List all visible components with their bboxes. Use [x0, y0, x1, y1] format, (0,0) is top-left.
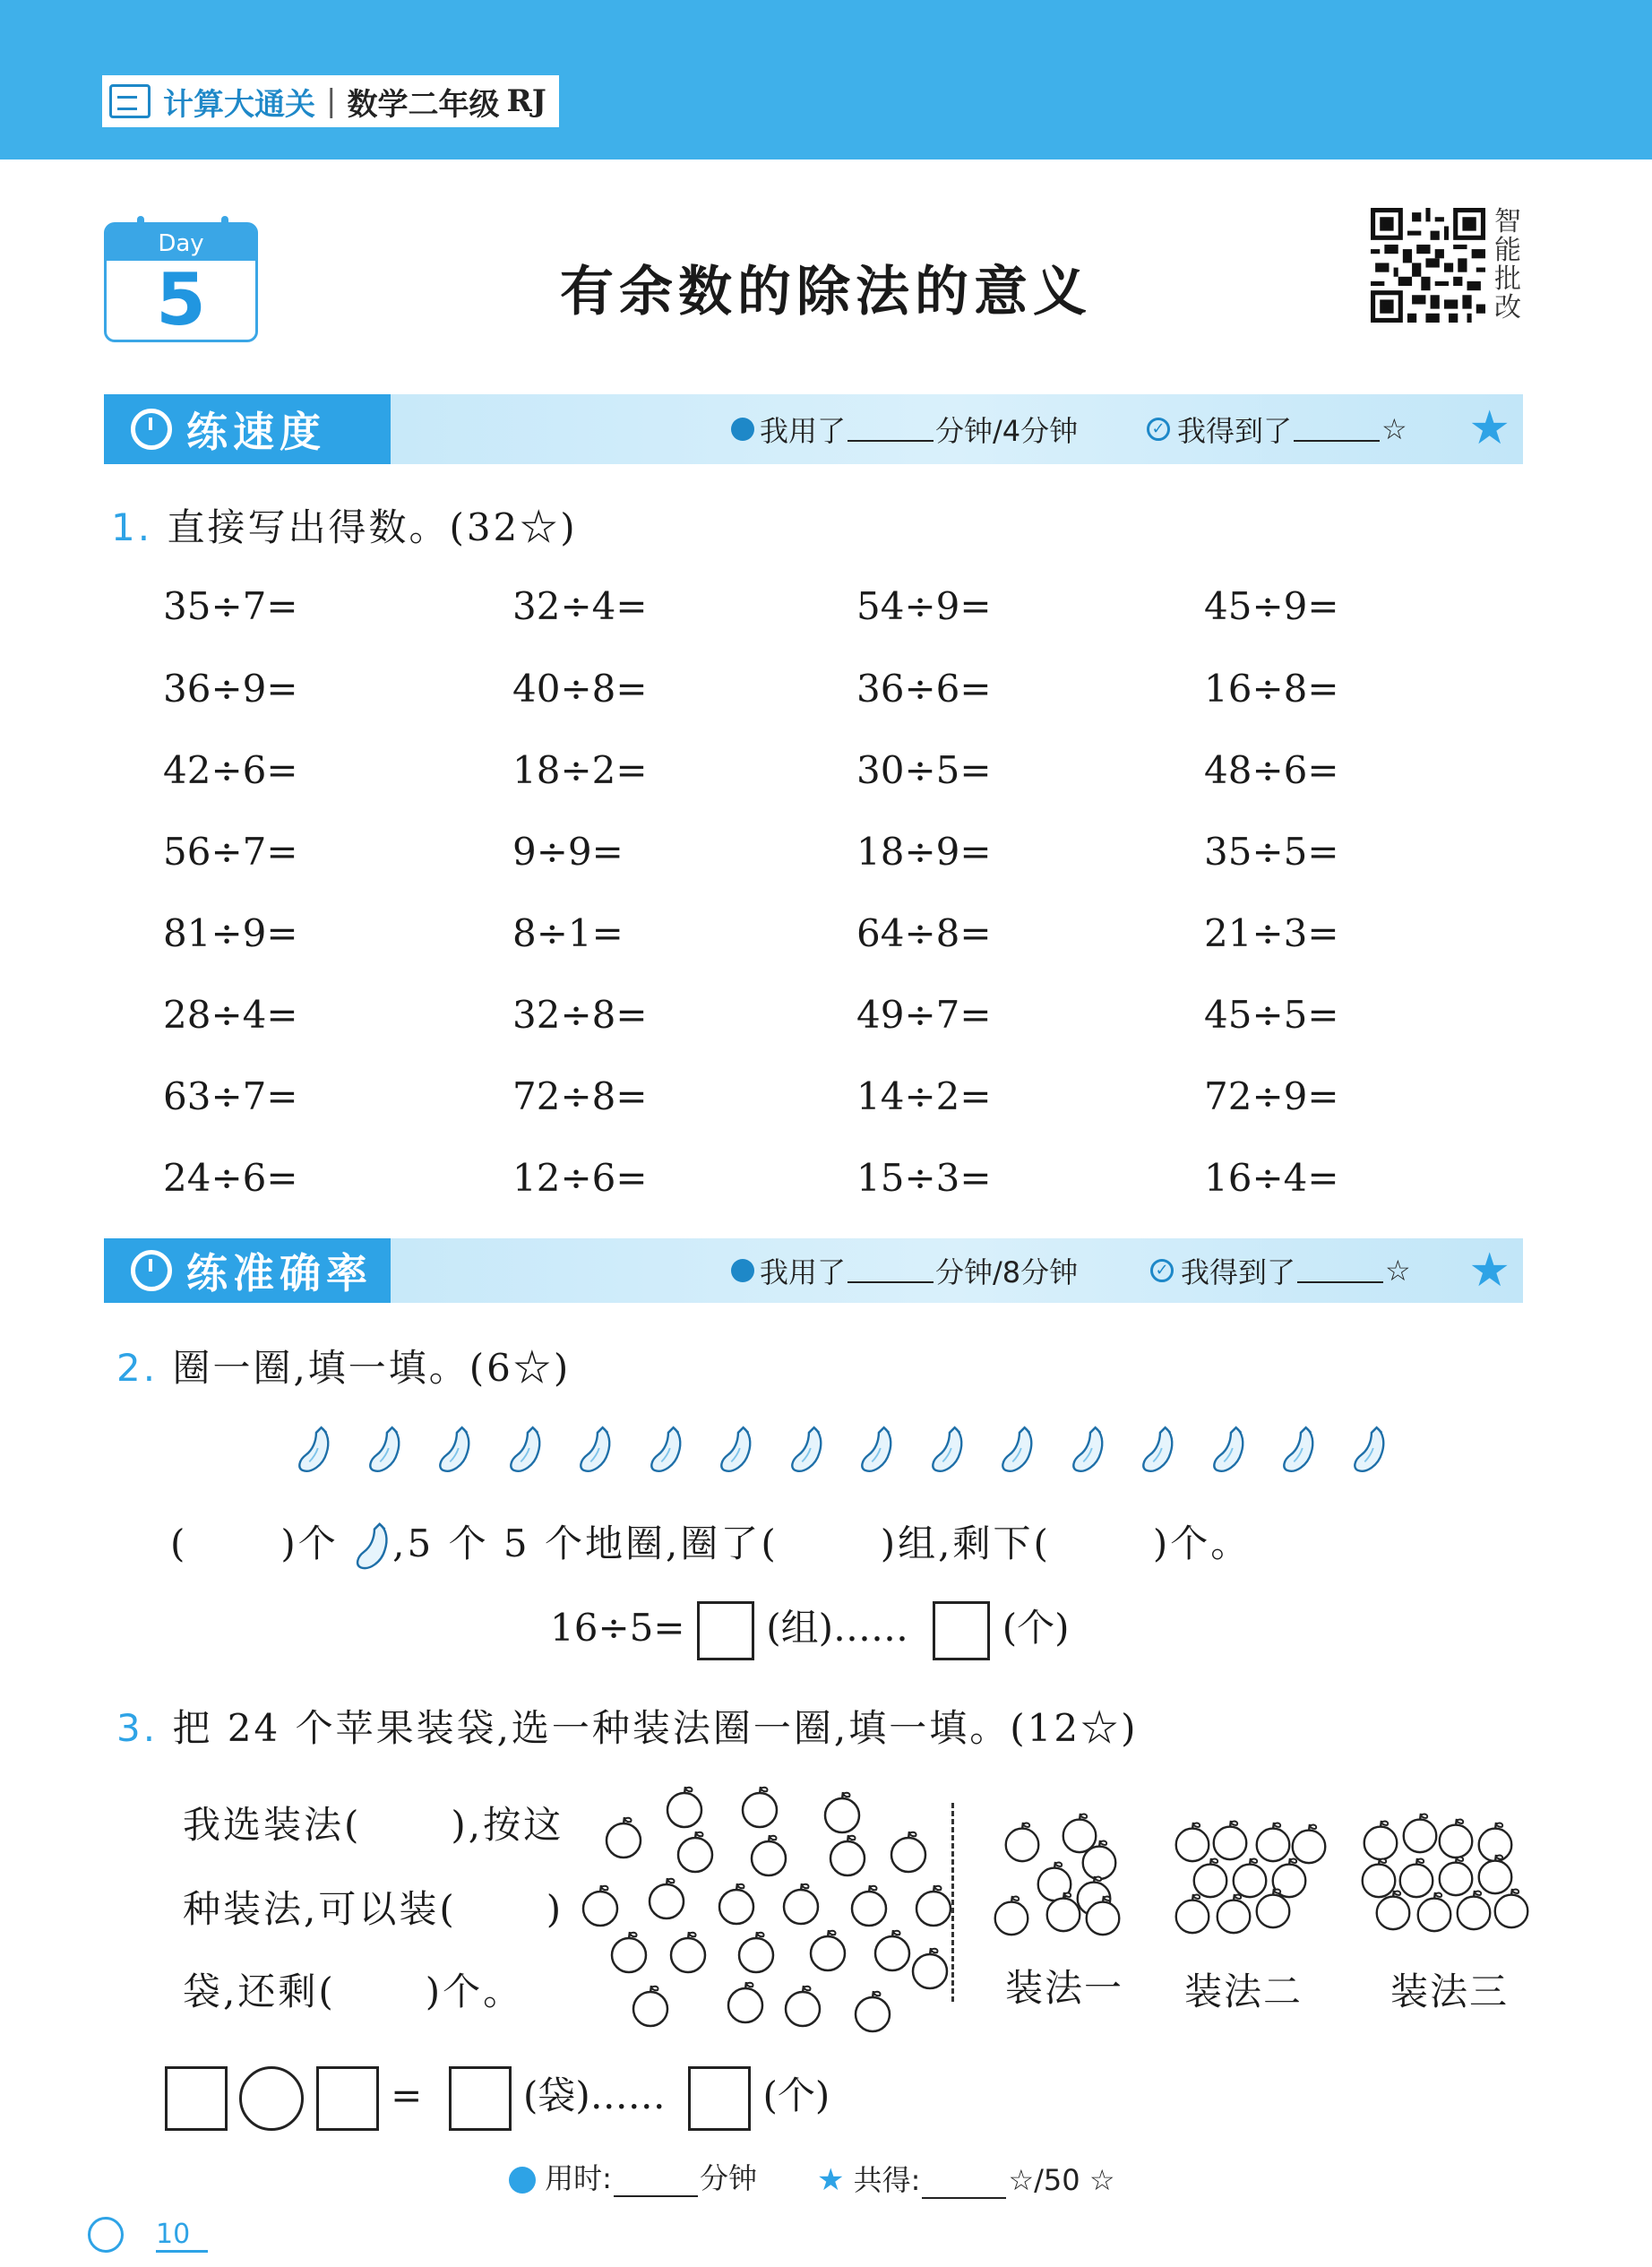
division-problem: 28÷4= [163, 993, 298, 1037]
q3-remainder-box[interactable] [688, 2066, 751, 2131]
eggplant-icon[interactable] [507, 1423, 545, 1477]
apple-icon[interactable] [1041, 1889, 1086, 1934]
q3-divisor-box[interactable] [316, 2066, 379, 2131]
apple-icon[interactable] [745, 1832, 792, 1878]
q2-blank-groups[interactable] [780, 1549, 879, 1573]
division-problem: 21÷3= [1204, 911, 1339, 955]
eggplant-icon[interactable] [1210, 1423, 1248, 1477]
eggplant-icon[interactable] [788, 1423, 826, 1477]
time-limit-label: 分钟/8分钟 [935, 1255, 1079, 1289]
score-star: ☆ [1381, 412, 1407, 446]
q3-line1-b: ),按这 [451, 1803, 564, 1847]
q2-text: 圈一圈,填一填。(6☆) [172, 1346, 572, 1390]
division-problem: 16÷8= [1204, 667, 1339, 711]
q2-unit: )个 [280, 1521, 339, 1565]
footer-time-unit: 分钟 [699, 2161, 757, 2195]
apple-icon[interactable] [819, 1789, 865, 1835]
score-got-2 [1150, 1238, 1411, 1303]
page-number: 10 [156, 2219, 208, 2253]
eggplant-icon[interactable] [999, 1423, 1037, 1477]
time-used-blank[interactable] [848, 417, 934, 442]
q3-line2-a: 种装法,可以装( [183, 1887, 457, 1931]
q2-text-mid: ,5 个 5 个地圈,圈了( [392, 1521, 779, 1565]
q2-fill-line [170, 1514, 1251, 1573]
apple-icon[interactable] [804, 1927, 851, 1973]
eggplant-icon[interactable] [1140, 1423, 1177, 1477]
star-decoration-icon: ★ [1468, 1244, 1510, 1297]
footer-total [817, 2158, 1115, 2199]
division-problem: 36÷9= [163, 667, 298, 711]
section-speed-bar [104, 394, 1523, 464]
qr-code[interactable] [1371, 208, 1485, 323]
division-problem: 12÷6= [512, 1156, 648, 1200]
q3-prompt [116, 1699, 1139, 1753]
time-used-label: 我用了 [760, 1255, 847, 1289]
q3-equals: = [391, 2073, 423, 2117]
q2-eq-prefix: 16÷5= [550, 1606, 685, 1650]
edition: RJ [506, 83, 546, 119]
day-number: 5 [156, 258, 206, 341]
division-problem: 45÷5= [1204, 993, 1339, 1037]
q2-text-remain: )组,剩下( [880, 1521, 1051, 1565]
footer-time-blank[interactable] [614, 2172, 698, 2197]
division-problem: 18÷2= [512, 748, 648, 792]
eggplant-icon[interactable] [436, 1423, 474, 1477]
q2-paren-open: ( [170, 1521, 188, 1565]
eggplant-icon[interactable] [858, 1423, 896, 1477]
eggplant-icon[interactable] [929, 1423, 967, 1477]
division-problem: 24÷6= [163, 1156, 298, 1200]
qr-caption [1494, 208, 1527, 323]
footer-total-label: 共得: [853, 2163, 921, 2197]
q3-dividend-box[interactable] [165, 2066, 228, 2131]
section-accuracy-title: 练准确率 [186, 1249, 373, 1297]
q2-text-end: )个。 [1152, 1521, 1252, 1565]
dashed-divider [951, 1803, 954, 2002]
score-star: ☆ [1385, 1254, 1411, 1288]
score-blank[interactable] [1297, 1258, 1383, 1283]
time-used-label: 我用了 [760, 414, 847, 448]
section-accuracy-tag [104, 1238, 391, 1303]
q3-operator-circle[interactable] [239, 2066, 304, 2131]
check-icon: ✓ [1147, 418, 1170, 441]
q3-line2 [183, 1880, 564, 1934]
division-problem: 56÷7= [163, 830, 298, 874]
q3-eq-unit-item: (个) [762, 2073, 830, 2117]
apple-icon[interactable] [1080, 1892, 1125, 1937]
day-label: Day [107, 225, 255, 261]
division-problem: 48÷6= [1204, 748, 1339, 792]
apple-icon[interactable] [600, 1814, 647, 1860]
apple-icon[interactable] [846, 1882, 892, 1928]
division-problem: 32÷8= [512, 993, 648, 1037]
alarm-clock-icon [509, 2167, 536, 2194]
time-used-blank[interactable] [848, 1258, 934, 1283]
division-problem: 15÷3= [856, 1156, 992, 1200]
q3-quotient-box[interactable] [449, 2066, 512, 2131]
apple-icon[interactable] [907, 1944, 953, 1991]
division-problem: 49÷7= [856, 993, 992, 1037]
page-title: 有余数的除法的意义 [560, 261, 1092, 323]
apple-icon[interactable] [713, 1880, 760, 1927]
division-problem: 72÷8= [512, 1074, 648, 1118]
division-problem: 30÷5= [856, 748, 992, 792]
q3-blank-method[interactable] [363, 1826, 449, 1849]
sun-icon [88, 2217, 124, 2253]
apple-icon[interactable] [661, 1783, 708, 1830]
apple-icon[interactable] [1211, 1891, 1256, 1935]
score-got [1147, 394, 1407, 464]
apple-icon[interactable] [849, 1987, 896, 2034]
time-limit-label: 分钟/4分钟 [935, 414, 1079, 448]
score-label: 我得到了 [1181, 1255, 1296, 1289]
apple-icon[interactable] [1371, 1887, 1415, 1932]
division-problem: 14÷2= [856, 1074, 992, 1118]
q3-blank-bags[interactable] [459, 1910, 545, 1934]
eggplant-icon[interactable] [366, 1423, 404, 1477]
q2-eq-unit-item: (个) [1002, 1606, 1070, 1650]
q3-line1-a: 我选装法( [183, 1803, 362, 1847]
division-problem: 64÷8= [856, 911, 992, 955]
q1-number: 1. [111, 505, 153, 549]
footer-time-label: 用时: [545, 2161, 612, 2195]
q3-eq-unit-bag: (袋)…… [523, 2073, 666, 2117]
qr-caption-char: 智 [1494, 206, 1521, 237]
qr-caption-char: 能 [1494, 235, 1521, 266]
division-problem: 40÷8= [512, 667, 648, 711]
q3-line2-b: ) [546, 1887, 564, 1931]
division-problem: 32÷4= [512, 584, 648, 628]
division-problem: 18÷9= [856, 830, 992, 874]
series-name: 计算大通关 [163, 86, 315, 123]
q2-blank-remainder[interactable] [1053, 1549, 1151, 1573]
q2-blank-total[interactable] [189, 1549, 279, 1573]
check-icon: ✓ [1150, 1259, 1174, 1282]
apple-icon[interactable] [824, 1832, 871, 1878]
eggplant-icon[interactable] [718, 1423, 755, 1477]
eggplant-icon [353, 1521, 392, 1573]
eggplant-icon[interactable] [1070, 1423, 1107, 1477]
apple-icon[interactable] [627, 1982, 674, 2029]
section-speed-title: 练速度 [186, 408, 326, 456]
footer-total-max: ☆/50 ☆ [1008, 2163, 1115, 2197]
book-icon [109, 84, 151, 118]
time-used [731, 394, 1078, 464]
eggplant-icon[interactable] [577, 1423, 615, 1477]
q2-quotient-box[interactable] [697, 1601, 754, 1660]
apple-icon[interactable] [722, 1978, 769, 2025]
apple-icon[interactable] [665, 1928, 711, 1975]
q3-line3-b: )个。 [425, 1970, 524, 2013]
q2-remainder-box[interactable] [933, 1601, 990, 1660]
division-problem: 81÷9= [163, 911, 298, 955]
footer-time [509, 2156, 757, 2197]
division-problem: 35÷7= [163, 584, 298, 628]
q3-number: 3. [116, 1706, 159, 1750]
q3-text: 把 24 个苹果装袋,选一种装法圈一圈,填一填。(12☆) [172, 1706, 1139, 1750]
division-problem: 35÷5= [1204, 830, 1339, 874]
q3-line3 [183, 1962, 523, 2016]
pack-label-2: 装法二 [1184, 1970, 1304, 2013]
apple-icon[interactable] [1412, 1889, 1457, 1934]
footer-total-blank[interactable] [922, 2174, 1006, 2199]
division-problem: 16÷4= [1204, 1156, 1339, 1200]
apple-icon[interactable] [910, 1882, 957, 1928]
score-label: 我得到了 [1177, 414, 1293, 448]
eggplant-icon[interactable] [648, 1423, 685, 1477]
q3-line3-a: 袋,还剩( [183, 1970, 336, 2013]
target-icon [131, 1250, 172, 1291]
apple-icon[interactable] [1000, 1819, 1045, 1864]
division-problem: 63÷7= [163, 1074, 298, 1118]
section-speed-tag [104, 394, 391, 464]
division-problem: 72÷9= [1204, 1074, 1339, 1118]
apple-icon[interactable] [1489, 1885, 1534, 1930]
apple-icon[interactable] [643, 1875, 690, 1921]
qr-caption-char: 批 [1494, 263, 1521, 295]
division-problem: 45÷9= [1204, 584, 1339, 628]
apple-icon[interactable] [989, 1892, 1034, 1937]
q3-equation [165, 2066, 830, 2131]
q2-equation [550, 1599, 1070, 1660]
apple-icon[interactable] [778, 1880, 824, 1927]
division-problem: 42÷6= [163, 748, 298, 792]
timer-icon [731, 1259, 754, 1282]
pack-label-1: 装法一 [1005, 1966, 1124, 2010]
stopwatch-icon [131, 409, 172, 450]
time-used-2 [731, 1238, 1078, 1303]
apple-icon[interactable] [672, 1828, 718, 1875]
division-problem: 54÷9= [856, 584, 992, 628]
pack-label-3: 装法三 [1390, 1970, 1510, 2013]
qr-caption-char: 改 [1494, 292, 1521, 323]
apple-icon[interactable] [1170, 1891, 1215, 1935]
eggplant-icon[interactable] [296, 1423, 333, 1477]
apple-icon[interactable] [736, 1783, 783, 1830]
q2-number: 2. [116, 1346, 159, 1390]
q3-line1 [183, 1796, 564, 1849]
section-accuracy-bar [104, 1238, 1523, 1303]
star-decoration-icon: ★ [1468, 401, 1510, 455]
q2-eq-unit-group: (组)…… [766, 1606, 909, 1650]
division-problem: 36÷6= [856, 667, 992, 711]
division-problem: 9÷9= [512, 830, 624, 874]
apple-icon[interactable] [733, 1928, 779, 1975]
apple-icon[interactable] [606, 1928, 652, 1975]
apple-icon[interactable] [1251, 1885, 1295, 1930]
q1-text: 直接写出得数。(32☆) [167, 505, 578, 549]
q3-blank-remain[interactable] [338, 1993, 424, 2016]
book-label [102, 75, 559, 127]
star-icon: ★ [817, 2162, 845, 2198]
q1-prompt [111, 498, 578, 552]
apple-icon[interactable] [577, 1882, 624, 1928]
apple-icon[interactable] [779, 1982, 826, 2029]
division-problem: 8÷1= [512, 911, 624, 955]
header-separator: | [326, 83, 337, 119]
eggplant-icon[interactable] [1280, 1423, 1318, 1477]
eggplant-icon[interactable] [1351, 1423, 1389, 1477]
score-blank[interactable] [1294, 417, 1380, 442]
timer-icon [731, 418, 754, 441]
apple-icon[interactable] [885, 1828, 932, 1875]
q2-prompt [116, 1339, 571, 1392]
subject-name: 数学二年级 [347, 86, 500, 123]
